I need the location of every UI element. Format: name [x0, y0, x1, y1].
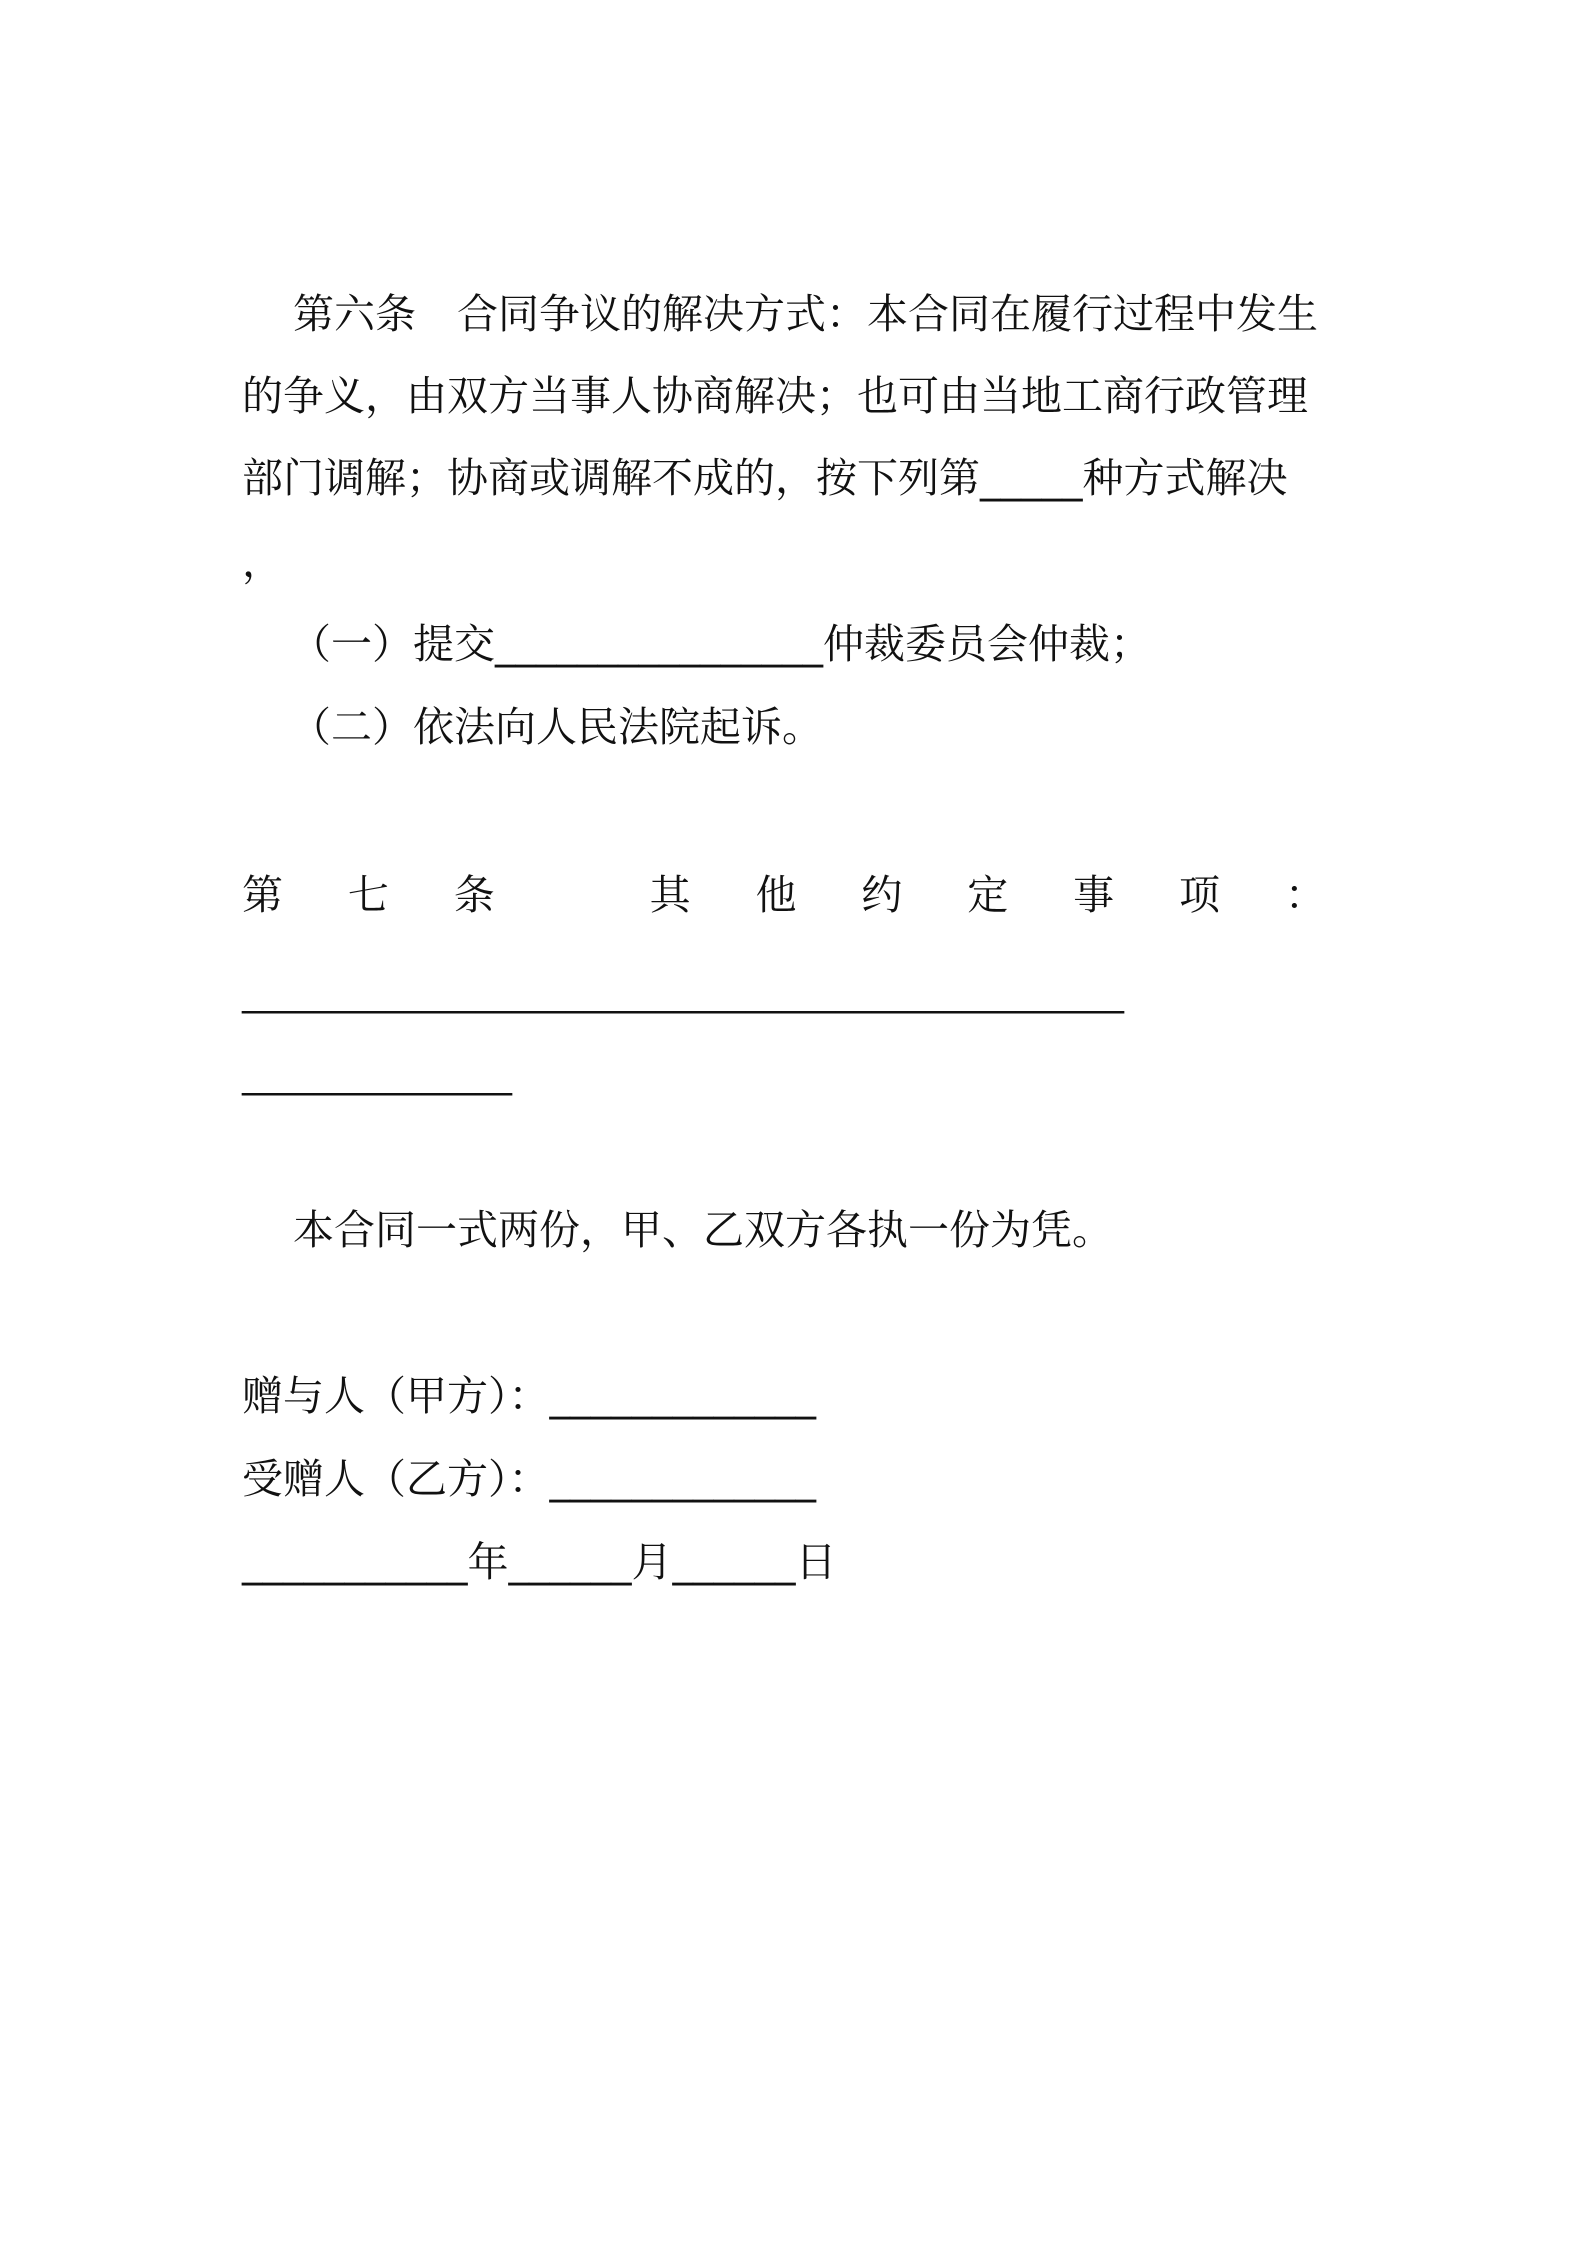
donor-signature: 赠与人（甲方）：_____________ — [242, 1372, 816, 1420]
article7-heading-char: 约 — [861, 871, 903, 919]
article7-heading-char: 事 — [1073, 871, 1115, 919]
article6-option1: （一）提交________________仲裁委员会仲裁； — [290, 620, 1151, 668]
article7-heading-char: 项 — [1179, 871, 1220, 919]
article7-heading-char: 定 — [967, 871, 1009, 919]
article7-heading-char: 第 — [242, 871, 283, 919]
closing-statement: 本合同一式两份，甲、乙双方各执一份为凭。 — [293, 1206, 1113, 1254]
article7-heading-char: 七 — [347, 871, 389, 919]
article6-line4: ， — [242, 538, 283, 586]
article7-heading-char: 他 — [755, 871, 797, 919]
signing-date: ___________年______月______日 — [242, 1538, 837, 1586]
article6-line2: 的争义，由双方当事人协商解决；也可由当地工商行政管理 — [242, 372, 1308, 420]
article7-heading-char: ： — [1284, 871, 1326, 919]
article7-heading — [242, 865, 1326, 925]
article6-option2: （二）依法向人民法院起诉。 — [290, 703, 823, 751]
article7-heading-char: 其 — [649, 871, 691, 919]
article7-blank-line2: _______________ — [242, 1055, 512, 1096]
article7-heading-char: 条 — [453, 871, 495, 919]
article6-line3: 部门调解；协商或调解不成的，按下列第_____种方式解决 — [242, 454, 1288, 502]
article6-line1: 第六条 合同争议的解决方式：本合同在履行过程中发生 — [293, 290, 1318, 338]
article7-blank-line1: _________________________________________________ — [242, 973, 1124, 1014]
donee-signature: 受赠人（乙方）：_____________ — [242, 1455, 816, 1503]
